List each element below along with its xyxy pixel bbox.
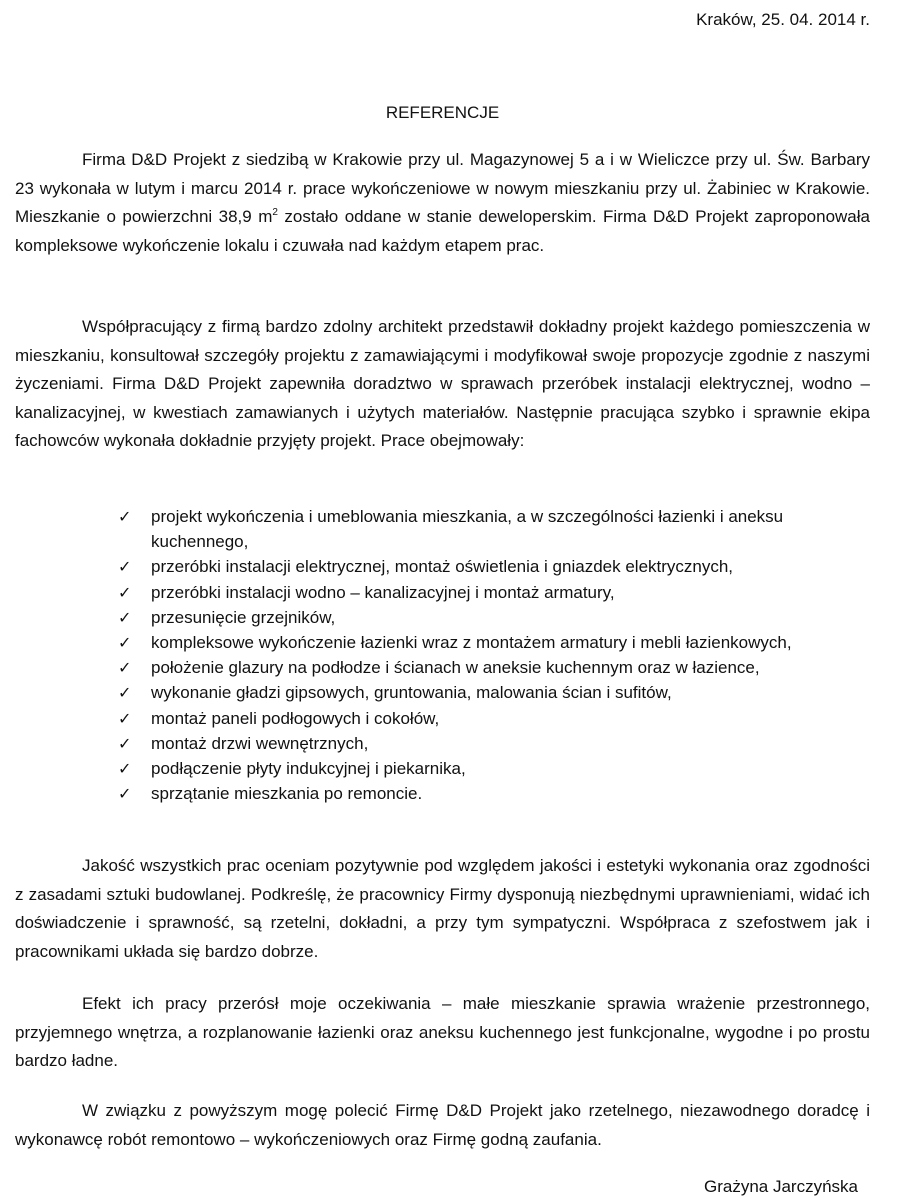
document-title: REFERENCJE: [385, 103, 500, 122]
list-item: [15, 680, 870, 705]
check-icon: ✓: [118, 759, 132, 779]
list-item-text: projekt wykończenia i umeblowania mieszkania, a w szczególności łazienki i aneksu kuchennego,: [151, 507, 784, 552]
paragraph-assessment: Jakość wszystkich prac oceniam pozytywnie pod względem jakości i estetyki wykonania oraz zgodności z zasadami sztuki budowlanej. Podkreślę, że pracownicy Firmy dysponują niezbędnymi uprawnieniami, widać ich doświadczenie i sprawność, są rzetelni, dokładni, a przy tym sympatyczni. Współpraca z szefostwem jak i pracownikami układa się bardzo dobrze.: [15, 856, 870, 961]
list-item: [15, 781, 870, 806]
reference-letter: [15, 0, 870, 1203]
list-item: [15, 756, 870, 781]
check-icon: ✓: [118, 708, 132, 728]
list-item-text: montaż drzwi wewnętrznych,: [151, 733, 369, 753]
list-item-text: przesunięcie grzejników,: [151, 607, 336, 627]
square-meter-superscript: 2: [272, 207, 278, 219]
list-item: [15, 655, 870, 680]
list-item: [15, 504, 870, 554]
list-item-text: montaż paneli podłogowych i cokołów,: [151, 708, 440, 728]
paragraph-recommendation: W związku z powyższym mogę polecić Firmę D&D Projekt jako rzetelnego, niezawodnego doradcę i wykonawcę robót remontowo – wykończeniowych oraz Firmę godną zaufania.: [15, 1101, 870, 1149]
list-item-text: wykonanie gładzi gipsowych, gruntowania, malowania ścian i sufitów,: [151, 683, 672, 703]
list-item: [15, 605, 870, 630]
paragraph-effect: Efekt ich pracy przerósł moje oczekiwania – małe mieszkanie sprawia wrażenie przestronnego, przyjemnego wnętrza, a rozplanowanie łazienki oraz aneksu kuchennego jest funkcjonalne, wygodne i po prostu bardzo ładne.: [15, 994, 870, 1071]
list-item-text: przeróbki instalacji wodno – kanalizacyjnej i montaż armatury,: [151, 582, 615, 602]
check-icon: ✓: [118, 582, 132, 602]
paragraph-architect: Współpracujący z firmą bardzo zdolny architekt przedstawił dokładny projekt każdego pomieszczenia w mieszkaniu, konsultował szczegóły projektu z zamawiającymi i modyfikował swoje propozycje zgodnie z naszymi życzeniami. Firma D&D Projekt zapewniła doradztwo w sprawach przeróbek instalacji elektrycznej, wodno – kanalizacyjnej, w kwestiach zamawianych i użytych materiałów. Następnie pracująca szybko i sprawnie ekipa fachowców wykonała dokładnie przyjęty projekt. Prace obejmowały:: [15, 317, 870, 451]
check-icon: ✓: [118, 633, 132, 653]
list-item-text: sprzątanie mieszkania po remoncie.: [151, 784, 423, 804]
list-item: [15, 554, 870, 579]
paragraph-intro: [15, 146, 870, 260]
intro-text-part-1: Firma D&D Projekt z siedzibą w Krakowie przy ul. Magazynowej 5 a i w Wieliczce przy ul. Św. Barbary 23 wykonała w lutym i marcu 2014 r. prace wykończeniowe w nowym mieszkaniu przy ul. Żabiniec w Krakowie. Mieszkanie o powierzchni 38,9 m: [15, 150, 870, 227]
check-icon: ✓: [118, 607, 132, 627]
signature-name: Grażyna Jarczyńska: [704, 1177, 858, 1196]
check-icon: ✓: [118, 658, 132, 678]
works-list: [15, 504, 870, 806]
check-icon: ✓: [118, 507, 132, 526]
check-icon: ✓: [118, 683, 132, 703]
list-item-text: kompleksowe wykończenie łazienki wraz z montażem armatury i mebli łazienkowych,: [151, 633, 792, 653]
list-item-text: położenie glazury na podłodze i ścianach w aneksie kuchennym oraz w łazience,: [151, 658, 760, 678]
list-item: [15, 731, 870, 756]
check-icon: ✓: [118, 784, 132, 804]
list-item-text: przeróbki instalacji elektrycznej, montaż oświetlenia i gniazdek elektrycznych,: [151, 557, 734, 577]
intro-text-part-2: zostało oddane w stanie deweloperskim. Firma D&D Projekt zaproponowała kompleksowe wykończenie lokalu i czuwała nad każdym etapem prac.: [15, 207, 870, 255]
list-item: [15, 630, 870, 655]
date-line: Kraków, 25. 04. 2014 r.: [696, 10, 870, 29]
check-icon: ✓: [118, 733, 132, 753]
list-item-text: podłączenie płyty indukcyjnej i piekarnika,: [151, 759, 466, 779]
check-icon: ✓: [118, 557, 132, 577]
list-item: [15, 706, 870, 731]
list-item: [15, 580, 870, 605]
